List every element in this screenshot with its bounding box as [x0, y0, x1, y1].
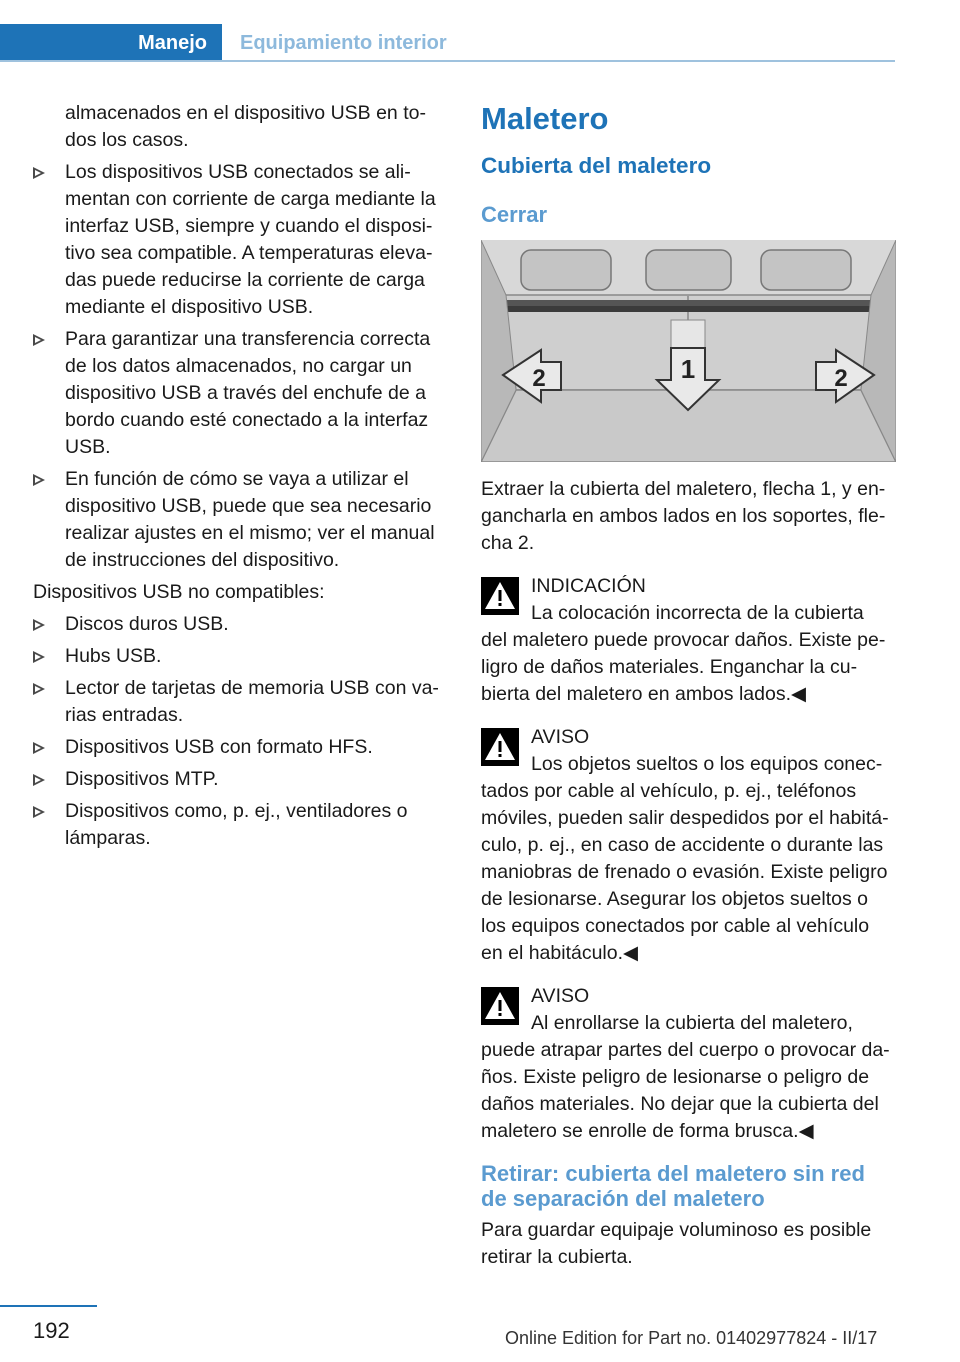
- warning-triangle-icon: [481, 987, 519, 1025]
- warning-first-line: Al enrollarse la cubierta del maletero,: [531, 1012, 853, 1034]
- bullet-triangle-icon: [33, 167, 45, 179]
- bullet-triangle-icon: [33, 619, 45, 631]
- continued-text: almacenados en el dispositivo USB en to‐ dos los casos.: [65, 102, 426, 151]
- left-column: [33, 100, 453, 857]
- list-item-text: Los dispositivos USB conectados se ali‐ mentan con corriente de carga mediante la interfaz USB, siempre y cuando el disposi‐ tivo sea compatible. A temperaturas eleva‐ das puede reducirse la corriente de carga mediante el dispositivo USB.: [65, 161, 436, 318]
- list-item: [33, 766, 453, 793]
- tab-manejo[interactable]: Manejo: [0, 24, 222, 62]
- list-item: [33, 643, 453, 670]
- bullet-triangle-icon: [33, 334, 45, 346]
- warning-title: AVISO: [531, 726, 590, 748]
- list-item: [33, 734, 453, 761]
- instruction-paragraph: Extraer la cubierta del maletero, flecha 1, y en‐ gancharla en ambos lados en los soportes, fle‐ cha 2.: [481, 478, 886, 554]
- arrow-2-left-label: 2: [532, 365, 546, 392]
- list-item: [33, 159, 453, 321]
- warning-title: INDICACIÓN: [531, 575, 646, 597]
- list-item: [33, 466, 453, 574]
- bullet-triangle-icon: [33, 774, 45, 786]
- section-title: Maletero: [481, 101, 609, 136]
- warning-box: [481, 573, 896, 708]
- warning-box: [481, 983, 896, 1145]
- warning-text: puede atrapar partes del cuerpo o provocar da‐ ños. Existe peligro de lesionarse o peligro de daños materiales. No dejar que la cubierta del maletero se enrolle de forma brusca.◀: [481, 1039, 890, 1142]
- right-column: [481, 100, 896, 1287]
- list-item-text: Hubs USB.: [65, 645, 162, 667]
- list-item: [33, 611, 453, 638]
- bullet-triangle-icon: [33, 683, 45, 695]
- list-item-text: Lector de tarjetas de memoria USB con va‐ rias entradas.: [65, 677, 439, 726]
- sub-subsection-title: Cerrar: [481, 202, 548, 227]
- edition-footer: Online Edition for Part no. 01402977824 - II/17: [505, 1328, 878, 1348]
- list-item: [33, 326, 453, 461]
- warning-box: [481, 724, 896, 967]
- list-item-text: Dispositivos USB con formato HFS.: [65, 736, 373, 758]
- warning-first-line: La colocación incorrecta de la cubierta: [531, 602, 864, 624]
- tab-equipamiento-interior[interactable]: Equipamiento interior: [240, 31, 447, 54]
- list-item-text: En función de cómo se vaya a utilizar el dispositivo USB, puede que sea necesario realizar ajustes en el mismo; ver el manual de instrucciones del dispositivo.: [65, 468, 435, 571]
- subsection-title: Cubierta del maletero: [481, 153, 712, 178]
- bullet-triangle-icon: [33, 651, 45, 663]
- list-item-text: Discos duros USB.: [65, 613, 229, 635]
- page-number-rule: [0, 1305, 97, 1307]
- arrow-2-right-label: 2: [834, 365, 848, 392]
- warning-first-line: Los objetos sueltos o los equipos conec‐: [531, 753, 883, 775]
- list-item-text: Para garantizar una transferencia correcta de los datos almacenados, no cargar un dispositivo USB a través del enchufe de a bordo cuando esté conectado a la interfaz USB.: [65, 328, 431, 458]
- bullet-triangle-icon: [33, 806, 45, 818]
- remove-paragraph: Para guardar equipaje voluminoso es posible retirar la cubierta.: [481, 1219, 872, 1268]
- list-item: [33, 675, 453, 729]
- page-number: 192: [33, 1318, 70, 1343]
- trunk-cover-photo: [481, 240, 896, 462]
- warning-triangle-icon: [481, 728, 519, 766]
- header-rule: [0, 60, 895, 62]
- warning-title: AVISO: [531, 985, 590, 1007]
- warning-text: del maletero puede provocar daños. Existe pe‐ ligro de daños materiales. Enganchar la cu‐ bierta del maletero en ambos lados.◀: [481, 629, 886, 705]
- bullet-triangle-icon: [33, 742, 45, 754]
- subsection-title-remove: Retirar: cubierta del maletero sin red de separación del maletero: [481, 1161, 865, 1211]
- list-item-text: Dispositivos como, p. ej., ventiladores o lámparas.: [65, 800, 408, 849]
- list-intro: Dispositivos USB no compatibles:: [33, 581, 325, 603]
- warning-triangle-icon: [481, 577, 519, 615]
- warning-text: tados por cable al vehículo, p. ej., teléfonos móviles, pueden salir despedidos por el habitá‐ culo, p. ej., en caso de accidente o durante las maniobras de frenado o evasión. Existe peligro de lesionarse. Asegurar los objetos sueltos o los equipos conectados por cable al vehículo en el habitáculo.◀: [481, 780, 889, 964]
- list-item: [33, 798, 453, 852]
- list-item-text: Dispositivos MTP.: [65, 768, 219, 790]
- arrow-1-label: 1: [680, 354, 696, 384]
- bullet-triangle-icon: [33, 474, 45, 486]
